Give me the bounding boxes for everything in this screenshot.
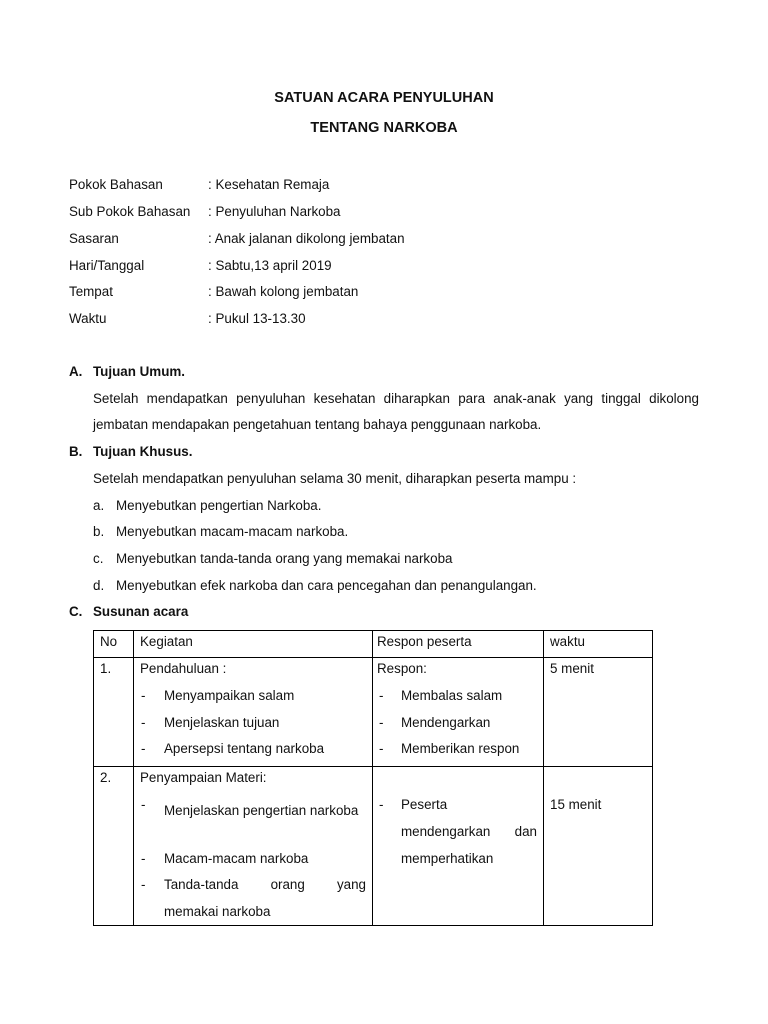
section-a-paragraph-line2: jembatan mendapakan pengetahuan tentang bahaya penggunaan narkoba. bbox=[93, 417, 542, 432]
list-item: Apersepsi tentang narkoba bbox=[164, 741, 325, 756]
section-c-heading: Susunan acara bbox=[93, 604, 189, 619]
bullet-dash: - bbox=[379, 715, 384, 730]
list-item: Menjelaskan tujuan bbox=[164, 715, 280, 730]
info-label-hari-tanggal: Hari/Tanggal bbox=[69, 258, 145, 273]
info-value-waktu: : Pukul 13-13.30 bbox=[208, 311, 306, 326]
table-cell-no: 1. bbox=[94, 658, 134, 767]
info-value-pokok-bahasan: : Kesehatan Remaja bbox=[208, 177, 330, 192]
list-item: Menjelaskan pengertian narkoba bbox=[164, 803, 359, 818]
list-marker: c. bbox=[93, 551, 104, 566]
list-item: Peserta mendengarkan dan memperhatikan bbox=[401, 797, 537, 866]
info-value-tempat: : Bawah kolong jembatan bbox=[208, 284, 359, 299]
table-cell-kegiatan: Pendahuluan : - Menyampaikan salam - Menjelaskan tujuan - Apersepsi tentang narkoba bbox=[134, 658, 373, 767]
section-c-letter: C. bbox=[69, 604, 83, 619]
doc-title-line1: SATUAN ACARA PENYULUHAN bbox=[274, 90, 494, 106]
list-item: Menyebutkan efek narkoba dan cara pencegahan dan penangulangan. bbox=[116, 578, 537, 593]
table-header-cell: Kegiatan bbox=[134, 631, 373, 658]
bullet-dash: - bbox=[379, 797, 384, 812]
info-value-hari-tanggal: : Sabtu,13 april 2019 bbox=[208, 258, 332, 273]
info-label-waktu: Waktu bbox=[69, 311, 107, 326]
info-label-sub-pokok-bahasan: Sub Pokok Bahasan bbox=[69, 204, 191, 219]
list-marker: d. bbox=[93, 578, 105, 593]
table-cell-waktu: 5 menit bbox=[544, 658, 653, 767]
bullet-dash: - bbox=[141, 797, 146, 812]
list-item: Tanda-tanda orang yang memakai narkoba bbox=[164, 877, 366, 919]
list-item: Memberikan respon bbox=[401, 741, 520, 756]
info-value-sasaran: : Anak jalanan dikolong jembatan bbox=[208, 231, 405, 246]
table-header-row bbox=[94, 631, 653, 658]
bullet-dash: - bbox=[141, 741, 146, 756]
list-item: Menyampaikan salam bbox=[164, 688, 295, 703]
list-item: Menyebutkan tanda-tanda orang yang memakai narkoba bbox=[116, 551, 453, 566]
section-a-heading: Tujuan Umum. bbox=[93, 364, 185, 379]
table-cell-kegiatan: Penyampaian Materi: - Menjelaskan pengertian narkoba - Macam-macam narkoba - Tanda-tanda orang yang memakai narkoba bbox=[134, 767, 373, 926]
section-b-heading: Tujuan Khusus. bbox=[93, 444, 193, 459]
list-item: Membalas salam bbox=[401, 688, 503, 703]
table-header-cell: No bbox=[94, 631, 134, 658]
table-cell-respon: Respon: - Membalas salam - Mendengarkan - Memberikan respon bbox=[373, 658, 544, 767]
list-item: Menyebutkan pengertian Narkoba. bbox=[116, 498, 322, 513]
list-marker: b. bbox=[93, 524, 105, 539]
table-header-cell: Respon peserta bbox=[373, 631, 544, 658]
list-item: Mendengarkan bbox=[401, 715, 491, 730]
list-item: Macam-macam narkoba bbox=[164, 851, 309, 866]
section-b-intro: Setelah mendapatkan penyuluhan selama 30 menit, diharapkan peserta mampu : bbox=[93, 471, 577, 486]
bullet-dash: - bbox=[141, 851, 146, 866]
info-label-sasaran: Sasaran bbox=[69, 231, 119, 246]
bullet-dash: - bbox=[141, 715, 146, 730]
bullet-dash: - bbox=[379, 741, 384, 756]
table-cell-waktu: 15 menit bbox=[544, 767, 653, 926]
info-label-pokok-bahasan: Pokok Bahasan bbox=[69, 177, 163, 192]
info-value-sub-pokok-bahasan: : Penyuluhan Narkoba bbox=[208, 204, 341, 219]
list-marker: a. bbox=[93, 498, 105, 513]
info-label-tempat: Tempat bbox=[69, 284, 113, 299]
doc-title-line2: TENTANG NARKOBA bbox=[310, 120, 458, 136]
schedule-table bbox=[93, 630, 653, 926]
table-cell-no: 2. bbox=[94, 767, 134, 926]
section-a-paragraph-line1: Setelah mendapatkan penyuluhan kesehatan diharapkan para anak-anak yang tinggal dikolong bbox=[93, 391, 699, 406]
bullet-dash: - bbox=[141, 877, 146, 892]
table-row bbox=[94, 767, 653, 926]
table-row bbox=[94, 658, 653, 767]
table-header-cell: waktu bbox=[544, 631, 653, 658]
bullet-dash: - bbox=[379, 688, 384, 703]
section-b-letter: B. bbox=[69, 444, 83, 459]
list-item: Menyebutkan macam-macam narkoba. bbox=[116, 524, 349, 539]
table-cell-respon bbox=[373, 767, 544, 926]
section-a-letter: A. bbox=[69, 364, 83, 379]
bullet-dash: - bbox=[141, 688, 146, 703]
